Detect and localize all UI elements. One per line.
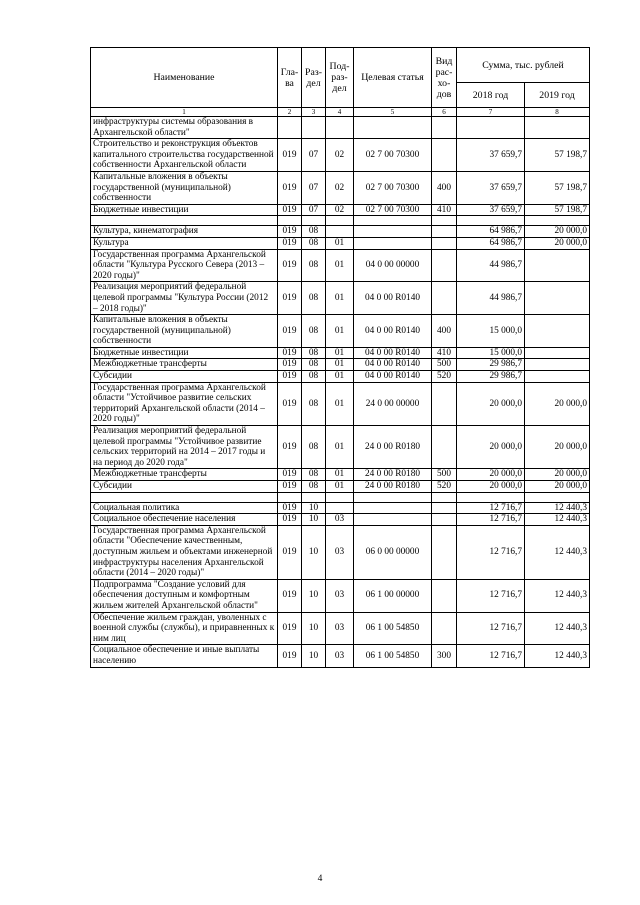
row-name-cell: Межбюджетные трансферты: [91, 359, 278, 371]
podrazdel-cell: 02: [326, 204, 354, 216]
podrazdel-cell: 01: [326, 481, 354, 493]
target-article-cell: 06 0 00 00000: [354, 525, 432, 579]
header-podrazdel: Под-раз-дел: [326, 48, 354, 108]
target-article-cell: 04 0 00 R0140: [354, 315, 432, 348]
page-number: 4: [317, 874, 323, 884]
target-article-cell: [354, 117, 432, 139]
header-razdel: Раз-дел: [302, 48, 326, 108]
expense-type-cell: [432, 226, 457, 238]
column-number: 8: [525, 108, 590, 117]
glava-cell: 019: [278, 226, 302, 238]
sum-2018-cell: 12 716,7: [457, 502, 525, 514]
razdel-cell: [302, 117, 326, 139]
razdel-cell: 07: [302, 204, 326, 216]
podrazdel-cell: 03: [326, 612, 354, 645]
glava-cell: 019: [278, 525, 302, 579]
sum-2018-cell: 20 000,0: [457, 426, 525, 469]
row-name-cell: Государственная программа Архангельской области "Устойчивое развитие сельских территорий Архангельской области (2014 – 2020 годы)": [91, 382, 278, 425]
expense-type-cell: [432, 237, 457, 249]
glava-cell: 019: [278, 371, 302, 383]
sum-2018-cell: 12 716,7: [457, 645, 525, 667]
table-row: [91, 579, 590, 612]
expense-type-cell: [432, 426, 457, 469]
table-row: [91, 645, 590, 667]
podrazdel-cell: 01: [326, 347, 354, 359]
glava-cell: 019: [278, 204, 302, 216]
row-name-cell: Государственная программа Архангельской области "Культура Русского Севера (2013 – 2020 годы)": [91, 249, 278, 282]
expense-type-cell: 300: [432, 645, 457, 667]
row-name-cell: Социальное обеспечение и иные выплаты населению: [91, 645, 278, 667]
row-name-cell: Бюджетные инвестиции: [91, 204, 278, 216]
target-article-cell: [354, 492, 432, 502]
table-row: [91, 204, 590, 216]
row-name-cell: [91, 492, 278, 502]
glava-cell: 019: [278, 249, 302, 282]
table-row: [91, 347, 590, 359]
glava-cell: 019: [278, 502, 302, 514]
glava-cell: 019: [278, 612, 302, 645]
razdel-cell: 08: [302, 382, 326, 425]
table-row: [91, 117, 590, 139]
sum-2018-cell: 12 716,7: [457, 525, 525, 579]
sum-2019-cell: [525, 371, 590, 383]
table-row: [91, 382, 590, 425]
column-number-row: [91, 108, 590, 117]
sum-2018-cell: 12 716,7: [457, 612, 525, 645]
podrazdel-cell: 01: [326, 282, 354, 315]
podrazdel-cell: [326, 502, 354, 514]
expense-type-cell: 410: [432, 347, 457, 359]
glava-cell: 019: [278, 347, 302, 359]
razdel-cell: 08: [302, 237, 326, 249]
podrazdel-cell: [326, 226, 354, 238]
glava-cell: 019: [278, 315, 302, 348]
target-article-cell: 02 7 00 70300: [354, 171, 432, 204]
table-row: [91, 492, 590, 502]
table-row: [91, 249, 590, 282]
target-article-cell: 04 0 00 R0140: [354, 359, 432, 371]
target-article-cell: 02 7 00 70300: [354, 204, 432, 216]
podrazdel-cell: 03: [326, 525, 354, 579]
podrazdel-cell: 01: [326, 469, 354, 481]
row-name-cell: Обеспечение жильем граждан, уволенных с военной службы (службы), и приравненных к ним лиц: [91, 612, 278, 645]
header-target-article: Целевая статья: [354, 48, 432, 108]
sum-2018-cell: 37 659,7: [457, 204, 525, 216]
row-name-cell: Социальное обеспечение населения: [91, 514, 278, 526]
podrazdel-cell: 01: [326, 315, 354, 348]
glava-cell: 019: [278, 481, 302, 493]
expense-type-cell: [432, 612, 457, 645]
razdel-cell: [302, 492, 326, 502]
razdel-cell: 08: [302, 315, 326, 348]
razdel-cell: 07: [302, 139, 326, 172]
sum-2019-cell: 12 440,3: [525, 525, 590, 579]
row-name-cell: Капитальные вложения в объекты государственной (муниципальной) собственности: [91, 315, 278, 348]
sum-2019-cell: 20 000,0: [525, 226, 590, 238]
razdel-cell: 08: [302, 282, 326, 315]
target-article-cell: 24 0 00 R0180: [354, 481, 432, 493]
razdel-cell: 08: [302, 371, 326, 383]
expense-type-cell: 500: [432, 469, 457, 481]
table-row: [91, 226, 590, 238]
expense-type-cell: 520: [432, 481, 457, 493]
row-name-cell: Субсидии: [91, 371, 278, 383]
sum-2019-cell: 20 000,0: [525, 237, 590, 249]
glava-cell: [278, 492, 302, 502]
sum-2018-cell: 44 986,7: [457, 249, 525, 282]
sum-2019-cell: 57 198,7: [525, 204, 590, 216]
glava-cell: 019: [278, 237, 302, 249]
expense-type-cell: [432, 382, 457, 425]
sum-2019-cell: 57 198,7: [525, 171, 590, 204]
razdel-cell: 10: [302, 612, 326, 645]
glava-cell: 019: [278, 282, 302, 315]
podrazdel-cell: 03: [326, 514, 354, 526]
expense-type-cell: 520: [432, 371, 457, 383]
sum-2018-cell: [457, 492, 525, 502]
table-row: [91, 237, 590, 249]
target-article-cell: 06 1 00 54850: [354, 612, 432, 645]
header-glava: Гла-ва: [278, 48, 302, 108]
target-article-cell: [354, 237, 432, 249]
target-article-cell: [354, 216, 432, 226]
table-row: [91, 481, 590, 493]
glava-cell: 019: [278, 579, 302, 612]
sum-2019-cell: 20 000,0: [525, 382, 590, 425]
column-number: 3: [302, 108, 326, 117]
sum-2018-cell: 15 000,0: [457, 315, 525, 348]
target-article-cell: 04 0 00 00000: [354, 249, 432, 282]
target-article-cell: 24 0 00 00000: [354, 382, 432, 425]
razdel-cell: 08: [302, 226, 326, 238]
table-row: [91, 514, 590, 526]
target-article-cell: 02 7 00 70300: [354, 139, 432, 172]
sum-2018-cell: 64 986,7: [457, 237, 525, 249]
target-article-cell: 06 1 00 00000: [354, 579, 432, 612]
table-row: [91, 612, 590, 645]
glava-cell: 019: [278, 139, 302, 172]
column-number: 5: [354, 108, 432, 117]
expense-type-cell: 400: [432, 171, 457, 204]
expense-type-cell: [432, 579, 457, 612]
header-expense-type: Вид рас-хо-дов: [432, 48, 457, 108]
table-row: [91, 426, 590, 469]
sum-2019-cell: [525, 492, 590, 502]
table-row: [91, 469, 590, 481]
sum-2019-cell: 57 198,7: [525, 139, 590, 172]
expense-type-cell: [432, 502, 457, 514]
row-name-cell: Государственная программа Архангельской области "Обеспечение качественным, доступным жильем и объектами инженерной инфраструктуры населения Архангельской области (2014 – 2020 годы)": [91, 525, 278, 579]
razdel-cell: 08: [302, 469, 326, 481]
sum-2018-cell: 29 986,7: [457, 359, 525, 371]
target-article-cell: 04 0 00 R0140: [354, 282, 432, 315]
column-number: 1: [91, 108, 278, 117]
razdel-cell: 07: [302, 171, 326, 204]
podrazdel-cell: 01: [326, 371, 354, 383]
razdel-cell: [302, 216, 326, 226]
sum-2019-cell: 12 440,3: [525, 502, 590, 514]
sum-2019-cell: [525, 117, 590, 139]
column-number: 2: [278, 108, 302, 117]
header-name: Наименование: [91, 48, 278, 108]
sum-2018-cell: 12 716,7: [457, 579, 525, 612]
sum-2019-cell: 12 440,3: [525, 612, 590, 645]
expense-type-cell: [432, 216, 457, 226]
podrazdel-cell: [326, 216, 354, 226]
target-article-cell: [354, 514, 432, 526]
razdel-cell: 08: [302, 249, 326, 282]
sum-2018-cell: 37 659,7: [457, 139, 525, 172]
table-row: [91, 502, 590, 514]
razdel-cell: 08: [302, 426, 326, 469]
sum-2018-cell: 29 986,7: [457, 371, 525, 383]
razdel-cell: 10: [302, 645, 326, 667]
glava-cell: 019: [278, 645, 302, 667]
sum-2019-cell: 12 440,3: [525, 645, 590, 667]
glava-cell: [278, 216, 302, 226]
podrazdel-cell: 01: [326, 382, 354, 425]
razdel-cell: 10: [302, 514, 326, 526]
sum-2018-cell: 20 000,0: [457, 481, 525, 493]
row-name-cell: Подпрограмма "Создание условий для обеспечения доступным и комфортным жильем жителей Архангельской области": [91, 579, 278, 612]
expense-type-cell: [432, 282, 457, 315]
podrazdel-cell: 01: [326, 426, 354, 469]
glava-cell: 019: [278, 514, 302, 526]
target-article-cell: 24 0 00 R0180: [354, 426, 432, 469]
sum-2019-cell: [525, 249, 590, 282]
header-2019: 2019 год: [525, 83, 590, 108]
table-row: [91, 282, 590, 315]
expense-type-cell: [432, 117, 457, 139]
sum-2019-cell: [525, 359, 590, 371]
sum-2019-cell: [525, 347, 590, 359]
row-name-cell: Капитальные вложения в объекты государственной (муниципальной) собственности: [91, 171, 278, 204]
glava-cell: 019: [278, 382, 302, 425]
row-name-cell: инфраструктуры системы образования в Архангельской области": [91, 117, 278, 139]
row-name-cell: Культура, кинематография: [91, 226, 278, 238]
target-article-cell: 04 0 00 R0140: [354, 347, 432, 359]
row-name-cell: Реализация мероприятий федеральной целевой программы "Культура России (2012 – 2018 годы)": [91, 282, 278, 315]
header-2018: 2018 год: [457, 83, 525, 108]
target-article-cell: 06 1 00 54850: [354, 645, 432, 667]
sum-2018-cell: 20 000,0: [457, 469, 525, 481]
sum-2018-cell: 20 000,0: [457, 382, 525, 425]
target-article-cell: 24 0 00 R0180: [354, 469, 432, 481]
sum-2019-cell: [525, 216, 590, 226]
glava-cell: 019: [278, 359, 302, 371]
glava-cell: [278, 117, 302, 139]
podrazdel-cell: [326, 117, 354, 139]
sum-2018-cell: 37 659,7: [457, 171, 525, 204]
row-name-cell: [91, 216, 278, 226]
header-row: [91, 48, 590, 83]
glava-cell: 019: [278, 171, 302, 204]
sum-2019-cell: [525, 282, 590, 315]
podrazdel-cell: 01: [326, 237, 354, 249]
podrazdel-cell: 01: [326, 249, 354, 282]
row-name-cell: Субсидии: [91, 481, 278, 493]
table-row: [91, 371, 590, 383]
column-number: 7: [457, 108, 525, 117]
razdel-cell: 10: [302, 579, 326, 612]
sum-2018-cell: [457, 216, 525, 226]
target-article-cell: [354, 226, 432, 238]
expense-type-cell: [432, 514, 457, 526]
row-name-cell: Межбюджетные трансферты: [91, 469, 278, 481]
podrazdel-cell: [326, 492, 354, 502]
header-sum: Сумма, тыс. рублей: [457, 48, 590, 83]
podrazdel-cell: 03: [326, 645, 354, 667]
table-row: [91, 171, 590, 204]
expense-type-cell: [432, 249, 457, 282]
podrazdel-cell: 02: [326, 139, 354, 172]
column-number: 4: [326, 108, 354, 117]
sum-2018-cell: 44 986,7: [457, 282, 525, 315]
target-article-cell: 04 0 00 R0140: [354, 371, 432, 383]
podrazdel-cell: 01: [326, 359, 354, 371]
razdel-cell: 10: [302, 502, 326, 514]
expense-type-cell: [432, 492, 457, 502]
row-name-cell: Культура: [91, 237, 278, 249]
sum-2019-cell: 20 000,0: [525, 481, 590, 493]
sum-2018-cell: 64 986,7: [457, 226, 525, 238]
sum-2018-cell: 15 000,0: [457, 347, 525, 359]
expense-type-cell: 410: [432, 204, 457, 216]
table-row: [91, 216, 590, 226]
sum-2019-cell: 12 440,3: [525, 579, 590, 612]
razdel-cell: 08: [302, 347, 326, 359]
budget-table: [90, 47, 590, 668]
sum-2019-cell: [525, 315, 590, 348]
sum-2019-cell: 20 000,0: [525, 469, 590, 481]
table-row: [91, 359, 590, 371]
glava-cell: 019: [278, 426, 302, 469]
expense-type-cell: 400: [432, 315, 457, 348]
expense-type-cell: [432, 525, 457, 579]
razdel-cell: 10: [302, 525, 326, 579]
row-name-cell: Строительство и реконструкция объектов капитального строительства государственной собственности Архангельской области: [91, 139, 278, 172]
expense-type-cell: 500: [432, 359, 457, 371]
sum-2019-cell: 12 440,3: [525, 514, 590, 526]
sum-2018-cell: 12 716,7: [457, 514, 525, 526]
razdel-cell: 08: [302, 481, 326, 493]
table-row: [91, 139, 590, 172]
sum-2018-cell: [457, 117, 525, 139]
podrazdel-cell: 03: [326, 579, 354, 612]
target-article-cell: [354, 502, 432, 514]
row-name-cell: Бюджетные инвестиции: [91, 347, 278, 359]
podrazdel-cell: 02: [326, 171, 354, 204]
table-row: [91, 315, 590, 348]
expense-type-cell: [432, 139, 457, 172]
table-row: [91, 525, 590, 579]
row-name-cell: Реализация мероприятий федеральной целевой программы "Устойчивое развитие сельских территорий на 2014 – 2017 годы и на период до 2020 года": [91, 426, 278, 469]
column-number: 6: [432, 108, 457, 117]
row-name-cell: Социальная политика: [91, 502, 278, 514]
razdel-cell: 08: [302, 359, 326, 371]
glava-cell: 019: [278, 469, 302, 481]
sum-2019-cell: 20 000,0: [525, 426, 590, 469]
